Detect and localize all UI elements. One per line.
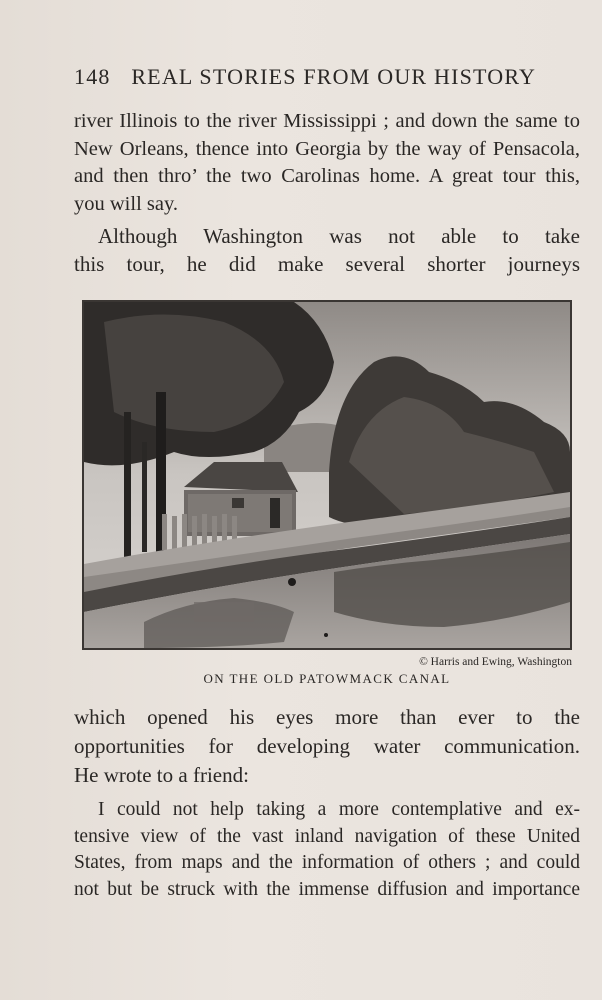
canal-photograph: [82, 300, 572, 650]
text-line: not but be struck with the immense diffusion and importance: [74, 878, 580, 900]
text-line: this tour, he did make several shorter journeys: [74, 251, 580, 276]
paragraph-1: [74, 108, 580, 218]
text-line: tensive view of the vast inland navigation of these United: [74, 825, 580, 847]
text-line: He wrote to a friend:: [74, 763, 249, 787]
text-line: New Orleans, thence into Georgia by the way of Pensacola,: [74, 137, 580, 160]
photo-credit: © Harris and Ewing, Washington: [419, 656, 572, 668]
text-line: States, from maps and the information of others ; and could: [74, 852, 580, 873]
text-line: opportunities for developing water communication.: [74, 734, 580, 758]
text-line: Although Washington was not able to take: [98, 224, 580, 248]
page-number: 148: [74, 64, 111, 89]
text-line: river Illinois to the river Mississippi ; and down the same to: [74, 110, 580, 132]
running-head: [74, 64, 554, 90]
quotation: [74, 797, 580, 903]
text-line: you will say.: [74, 192, 179, 215]
figure-caption: ON THE OLD PATOWMACK CANAL: [203, 671, 451, 686]
paragraph-3: [74, 703, 580, 790]
paragraph-2: [74, 223, 580, 278]
text-line: I could not help taking a more contemplative and ex-: [98, 799, 580, 820]
text-line: which opened his eyes more than ever to the: [74, 705, 580, 729]
text-line: and then thro’ the two Carolinas home. A great tour this,: [74, 165, 580, 187]
running-head-title: REAL STORIES FROM OUR HISTORY: [131, 64, 537, 89]
